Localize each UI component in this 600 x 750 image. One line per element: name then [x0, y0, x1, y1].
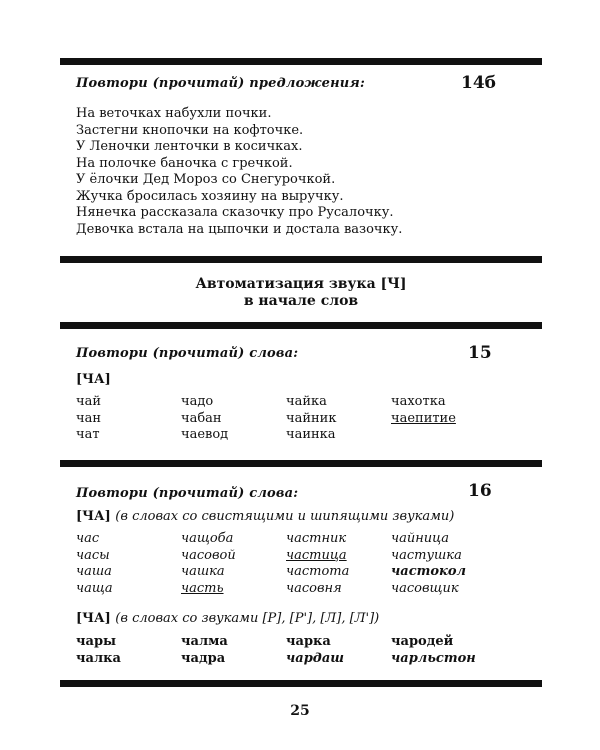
ex14b-sentences	[76, 106, 402, 238]
ex16-word-grid-2	[76, 634, 496, 667]
word-row	[76, 427, 496, 444]
ex16-tag1	[76, 509, 454, 524]
word-row	[76, 581, 496, 598]
word: чат	[76, 427, 100, 442]
tag-label: [ЧА]	[76, 611, 111, 626]
word: часовня	[286, 580, 342, 596]
sentence: Жучка бросилась хозяину на выручку.	[76, 188, 344, 204]
word: чаща	[76, 580, 113, 596]
divider-bottom	[60, 680, 542, 687]
word-underlined: частица	[286, 547, 347, 563]
sentence: Девочка встала на цыпочки и достала вазочку.	[76, 221, 403, 237]
word-row	[76, 634, 496, 651]
sentence: Застегни кнопочки на кофточке.	[76, 122, 304, 138]
sentence: На полочке баночка с гречкой.	[76, 155, 293, 171]
word: чары	[76, 634, 117, 649]
word: часы	[76, 547, 110, 563]
ex16-tag2	[76, 611, 379, 626]
word: чаевод	[181, 427, 229, 442]
word: час	[76, 531, 100, 546]
word-row	[76, 651, 496, 668]
ex14b-number: 14б	[461, 73, 496, 93]
sentence: У Леночки ленточки в косичках.	[76, 139, 303, 154]
word: чаинка	[286, 427, 336, 442]
page-number: 25	[290, 703, 310, 719]
word: частушка	[391, 547, 462, 563]
word: чан	[76, 410, 102, 426]
ex16-word-grid-1	[76, 531, 496, 597]
word: чарка	[286, 634, 331, 649]
divider	[60, 460, 542, 467]
divider	[60, 256, 542, 263]
word-row	[76, 531, 496, 548]
word: чалма	[181, 634, 228, 649]
sentence: Нянечка рассказала сказочку про Русалочку.	[76, 205, 394, 220]
word-row	[76, 548, 496, 565]
sentence: У ёлочки Дед Мороз со Снегурочкой.	[76, 172, 336, 187]
word: чай	[76, 394, 102, 409]
word: чалка	[76, 650, 121, 666]
divider-top	[60, 58, 542, 65]
word-row	[76, 394, 496, 411]
word: чахотка	[391, 394, 446, 409]
ex14b-instruction: Повтори (прочитай) предложения:	[76, 76, 365, 91]
ex16-instruction: Повтори (прочитай) слова:	[76, 486, 299, 501]
sentence: На веточках набухли почки.	[76, 106, 272, 121]
word-underlined: чаепитие	[391, 410, 456, 426]
word-italic: чардаш	[286, 650, 345, 666]
section-title	[60, 276, 542, 310]
section-title-line1: Автоматизация звука [Ч]	[195, 276, 407, 292]
section-title-line2: в начале слов	[243, 293, 359, 309]
word: часовщик	[391, 580, 459, 596]
word: часовой	[181, 547, 236, 563]
word: чаша	[76, 564, 112, 579]
divider	[60, 322, 542, 329]
word: чадра	[181, 650, 226, 666]
word: чадо	[181, 394, 214, 409]
tag-note: (в словах со звуками [Р], [Р'], [Л], [Л'])	[115, 611, 380, 626]
word-row	[76, 564, 496, 581]
ex15-instruction: Повтори (прочитай) слова:	[76, 346, 299, 361]
ex15-number: 15	[468, 343, 492, 363]
word-bold: частокол	[391, 564, 467, 579]
word: чашка	[181, 564, 225, 579]
word: частник	[286, 531, 347, 546]
word: чабан	[181, 410, 222, 426]
word: чащоба	[181, 531, 234, 546]
tag-label: [ЧА]	[76, 509, 111, 524]
word: частота	[286, 564, 350, 579]
ex15-tag: [ЧА]	[76, 372, 111, 387]
word: чародей	[391, 634, 454, 649]
tag-note: (в словах со свистящими и шипящими звуками)	[115, 509, 455, 524]
word: чайница	[391, 531, 449, 546]
word-row	[76, 411, 496, 428]
word-underlined: часть	[181, 580, 224, 596]
ex16-number: 16	[468, 481, 492, 501]
ex15-word-grid	[76, 394, 496, 444]
word: чайка	[286, 394, 327, 409]
word	[391, 427, 496, 444]
word-italic: чарльстон	[391, 650, 476, 666]
word: чайник	[286, 410, 337, 426]
